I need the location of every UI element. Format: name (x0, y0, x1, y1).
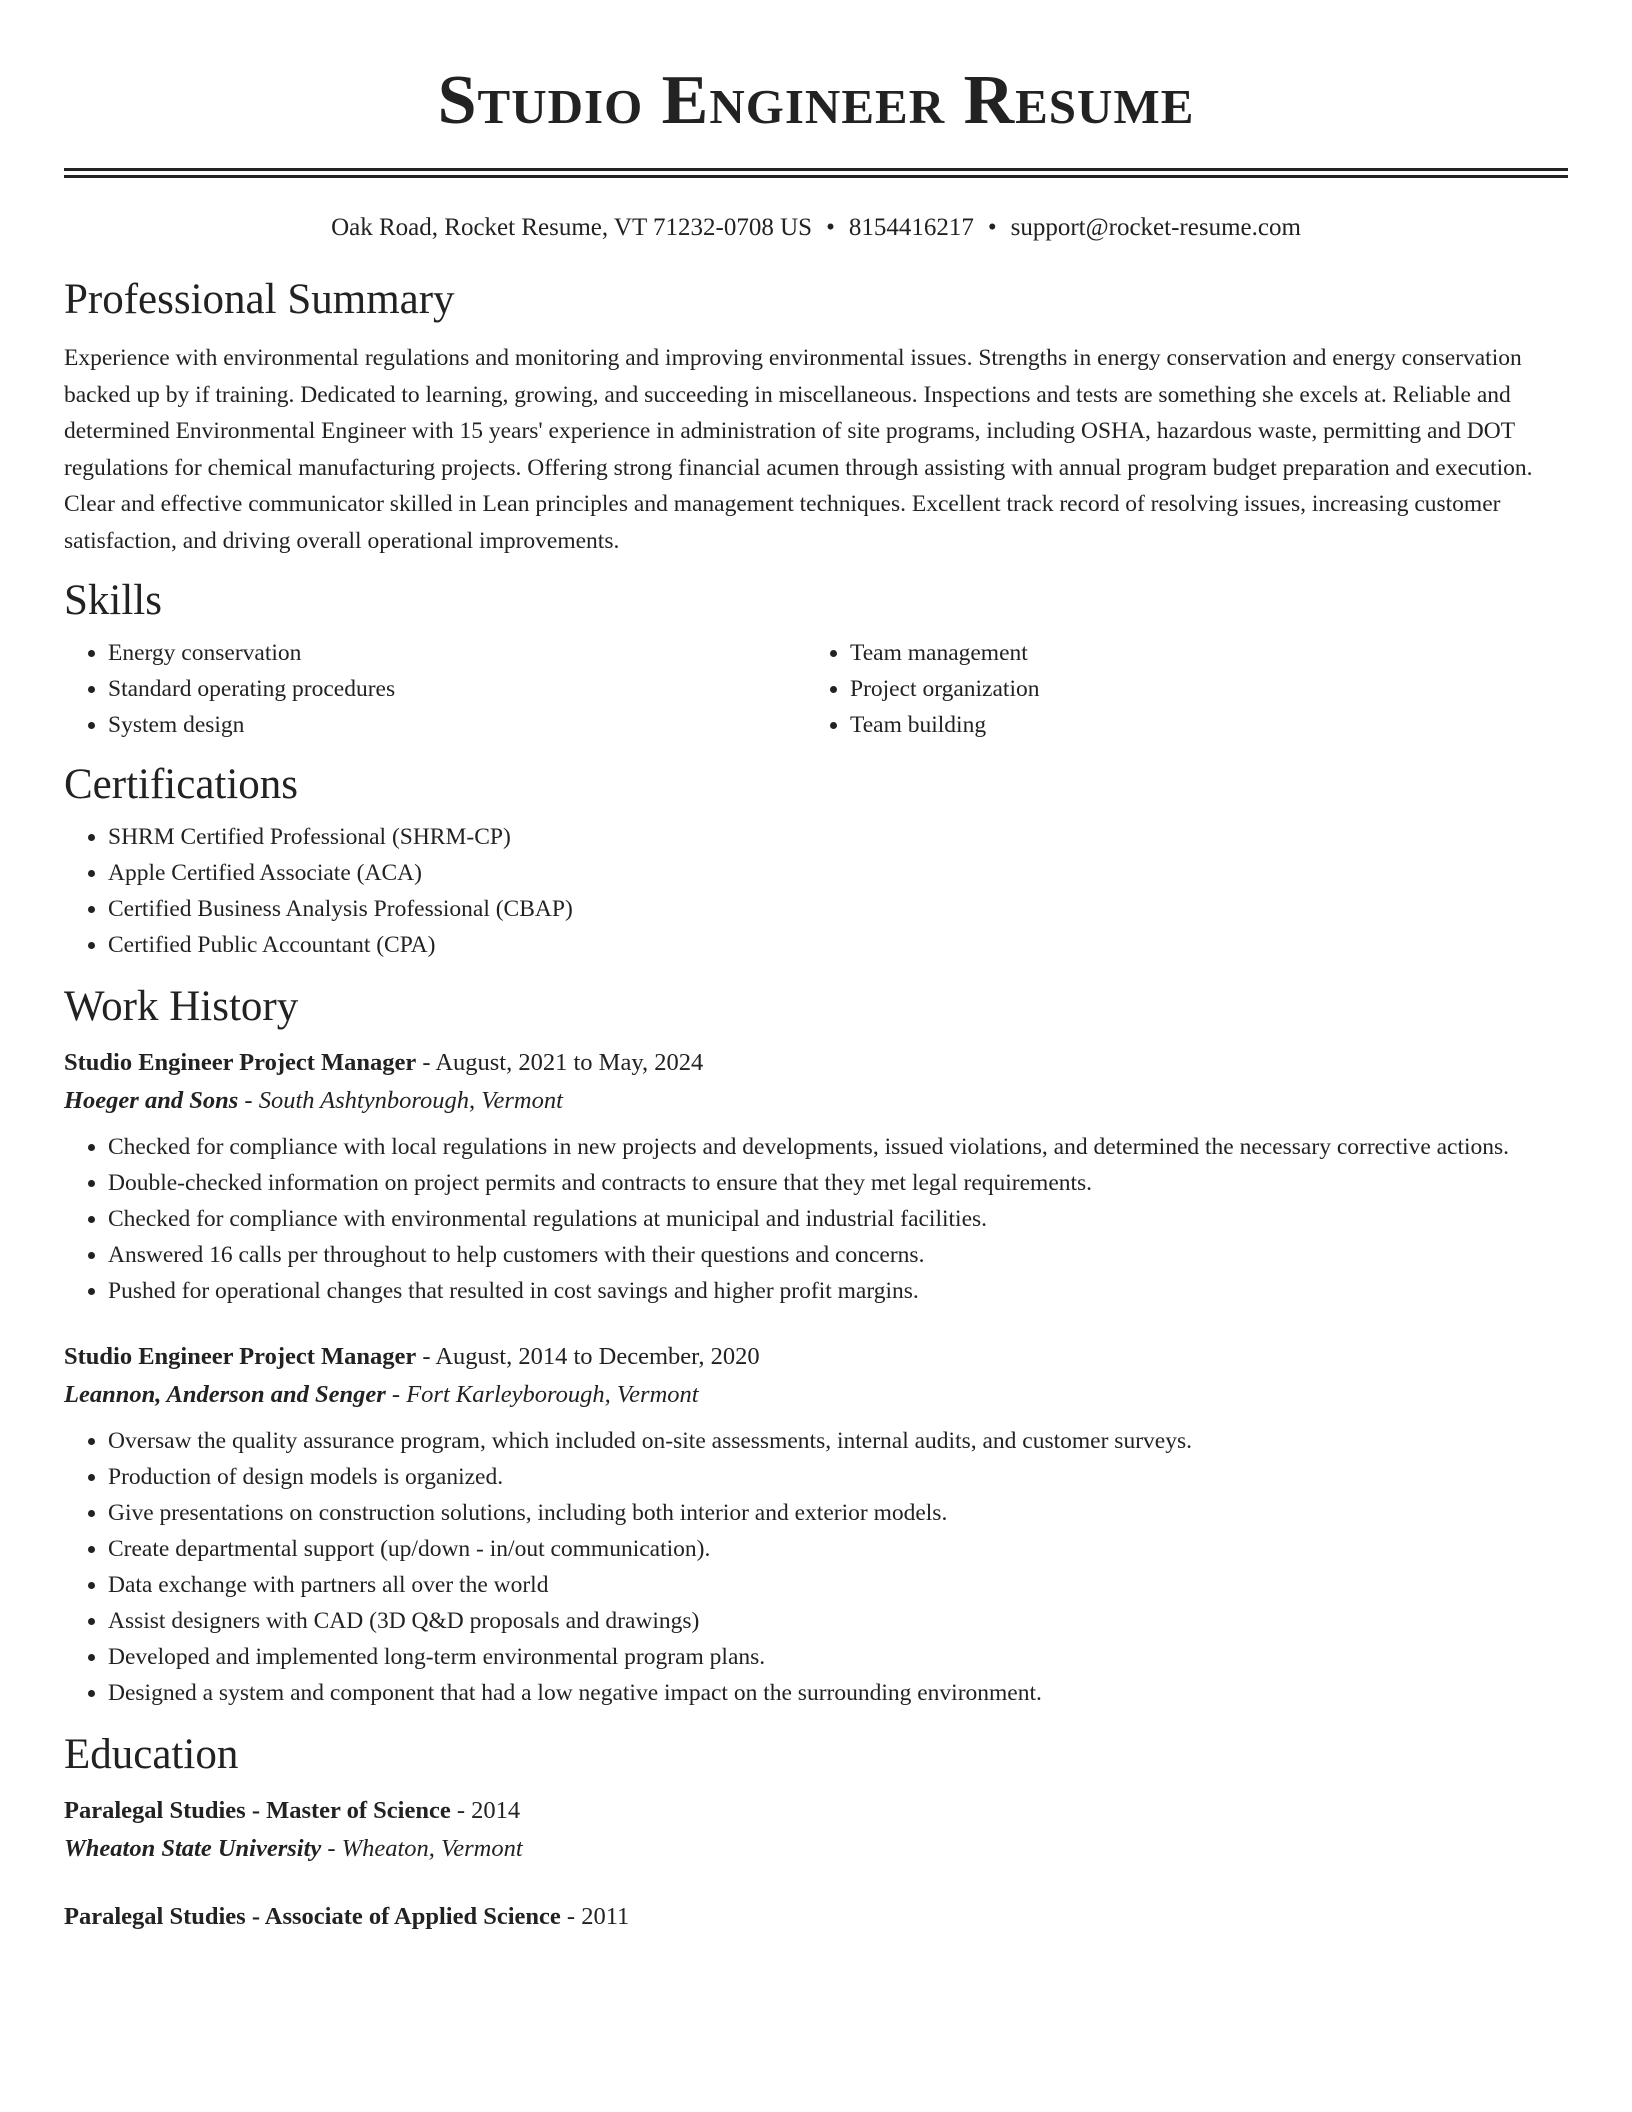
job-title: Studio Engineer Project Manager (64, 1049, 417, 1076)
certification-item: • Apple Certified Associate (ACA) (108, 855, 1568, 891)
dash-separator: - (560, 1903, 582, 1930)
education-school-line (64, 1829, 1568, 1869)
summary-text: Experience with environmental regulations and monitoring and improving environmental issues. Strengths in energy conservation and energy conservation backed up by if training. Dedicated to learning, growing, and succeeding in miscellaneous. Inspections and tests are something she excels at. Reliable and determined Environmental Engineer with 15 years' experience in administration of site programs, including OSHA, hazardous waste, permitting and DOT regulations for chemical manufacturing projects. Offering strong financial acumen through assisting with annual program budget preparation and execution. Clear and effective communicator skilled in Lean principles and management techniques. Excellent track record of resolving issues, increasing customer satisfaction, and driving overall operational improvements. (64, 345, 1533, 554)
contact-separator: • (987, 214, 997, 241)
job-bullet-list (64, 1423, 1568, 1711)
job-dates: August, 2014 to December, 2020 (435, 1343, 760, 1370)
certification-item: • Certified Business Analysis Professional (CBAP) (108, 891, 1568, 927)
job-bullet: • Oversaw the quality assurance program, which included on-site assessments, internal audits, and customer surveys. (108, 1423, 1568, 1459)
education-entry (64, 1793, 1568, 1869)
education-degree: Paralegal Studies - Associate of Applied Science (64, 1903, 561, 1930)
job-company: Hoeger and Sons (64, 1087, 239, 1114)
skills-list-right (806, 635, 1548, 743)
job-bullet: • Double-checked information on project permits and contracts to ensure that they met legal requirements. (108, 1165, 1568, 1201)
job-bullet: • Assist designers with CAD (3D Q&D proposals and drawings) (108, 1603, 1568, 1639)
job-bullet-list (64, 1129, 1568, 1309)
skill-item: • Standard operating procedures (108, 671, 806, 707)
contact-email: support@rocket-resume.com (1010, 214, 1301, 241)
skill-item: • System design (108, 707, 806, 743)
certifications-list (64, 819, 1568, 963)
section-heading-skills: Skills (64, 577, 162, 624)
education-degree-line (64, 1793, 1568, 1829)
job-bullet: • Production of design models is organized. (108, 1459, 1568, 1495)
job-entry (64, 1339, 1568, 1711)
job-title-line (64, 1045, 1568, 1081)
contact-separator: • (826, 214, 835, 241)
education-degree: Paralegal Studies - Master of Science (64, 1797, 451, 1824)
skill-item: • Team building (850, 707, 1548, 743)
job-bullet: • Checked for compliance with local regulations in new projects and developments, issued violations, and determined the necessary corrective actions. (108, 1129, 1568, 1165)
education-year: 2014 (471, 1797, 521, 1824)
job-location: Fort Karleyborough, Vermont (406, 1381, 699, 1408)
section-heading-certifications: Certifications (64, 761, 299, 808)
dash-separator: - (385, 1381, 407, 1408)
skills-list-left (64, 635, 806, 743)
job-company: Leannon, Anderson and Senger (64, 1381, 386, 1408)
skill-item: • Project organization (850, 671, 1548, 707)
job-bullet: • Data exchange with partners all over the world (108, 1567, 1568, 1603)
skill-item: • Energy conservation (108, 635, 806, 671)
job-title: Studio Engineer Project Manager (64, 1343, 417, 1370)
job-bullet: • Answered 16 calls per throughout to help customers with their questions and concerns. (108, 1237, 1568, 1273)
resume-title: Studio Engineer Resume (437, 62, 1195, 139)
job-dates: August, 2021 to May, 2024 (435, 1049, 704, 1076)
certification-item: • Certified Public Accountant (CPA) (108, 927, 1568, 963)
section-heading-summary: Professional Summary (64, 276, 455, 323)
contact-line (64, 212, 1568, 244)
education-year: 2011 (581, 1903, 630, 1930)
job-bullet: • Create departmental support (up/down - in/out communication). (108, 1531, 1568, 1567)
education-entry (64, 1899, 1568, 1935)
certification-item: • SHRM Certified Professional (SHRM-CP) (108, 819, 1568, 855)
title-double-rule (64, 168, 1568, 178)
job-bullet: • Developed and implemented long-term environmental program plans. (108, 1639, 1568, 1675)
job-bullet: • Give presentations on construction solutions, including both interior and exterior models. (108, 1495, 1568, 1531)
dash-separator: - (321, 1835, 342, 1862)
job-location: South Ashtynborough, Vermont (258, 1087, 563, 1114)
job-bullet: • Checked for compliance with environmental regulations at municipal and industrial facilities. (108, 1201, 1568, 1237)
section-heading-work-history: Work History (64, 983, 299, 1030)
skill-item: • Team management (850, 635, 1548, 671)
education-location: Wheaton, Vermont (341, 1835, 523, 1862)
job-entry (64, 1045, 1568, 1309)
job-title-line (64, 1339, 1568, 1375)
contact-address: Oak Road, Rocket Resume, VT 71232-0708 US (331, 214, 813, 241)
job-company-line (64, 1081, 1568, 1121)
job-company-line (64, 1375, 1568, 1415)
education-degree-line (64, 1899, 1568, 1935)
job-bullet: • Designed a system and component that had a low negative impact on the surrounding environment. (108, 1675, 1568, 1711)
dash-separator: - (450, 1797, 472, 1824)
education-school: Wheaton State University (64, 1835, 322, 1862)
dash-separator: - (416, 1049, 436, 1076)
dash-separator: - (238, 1087, 259, 1114)
contact-phone: 8154416217 (848, 214, 974, 241)
section-heading-education: Education (64, 1731, 239, 1778)
skills-columns (64, 627, 1568, 743)
job-bullet: • Pushed for operational changes that resulted in cost savings and higher profit margins. (108, 1273, 1568, 1309)
dash-separator: - (416, 1343, 436, 1370)
